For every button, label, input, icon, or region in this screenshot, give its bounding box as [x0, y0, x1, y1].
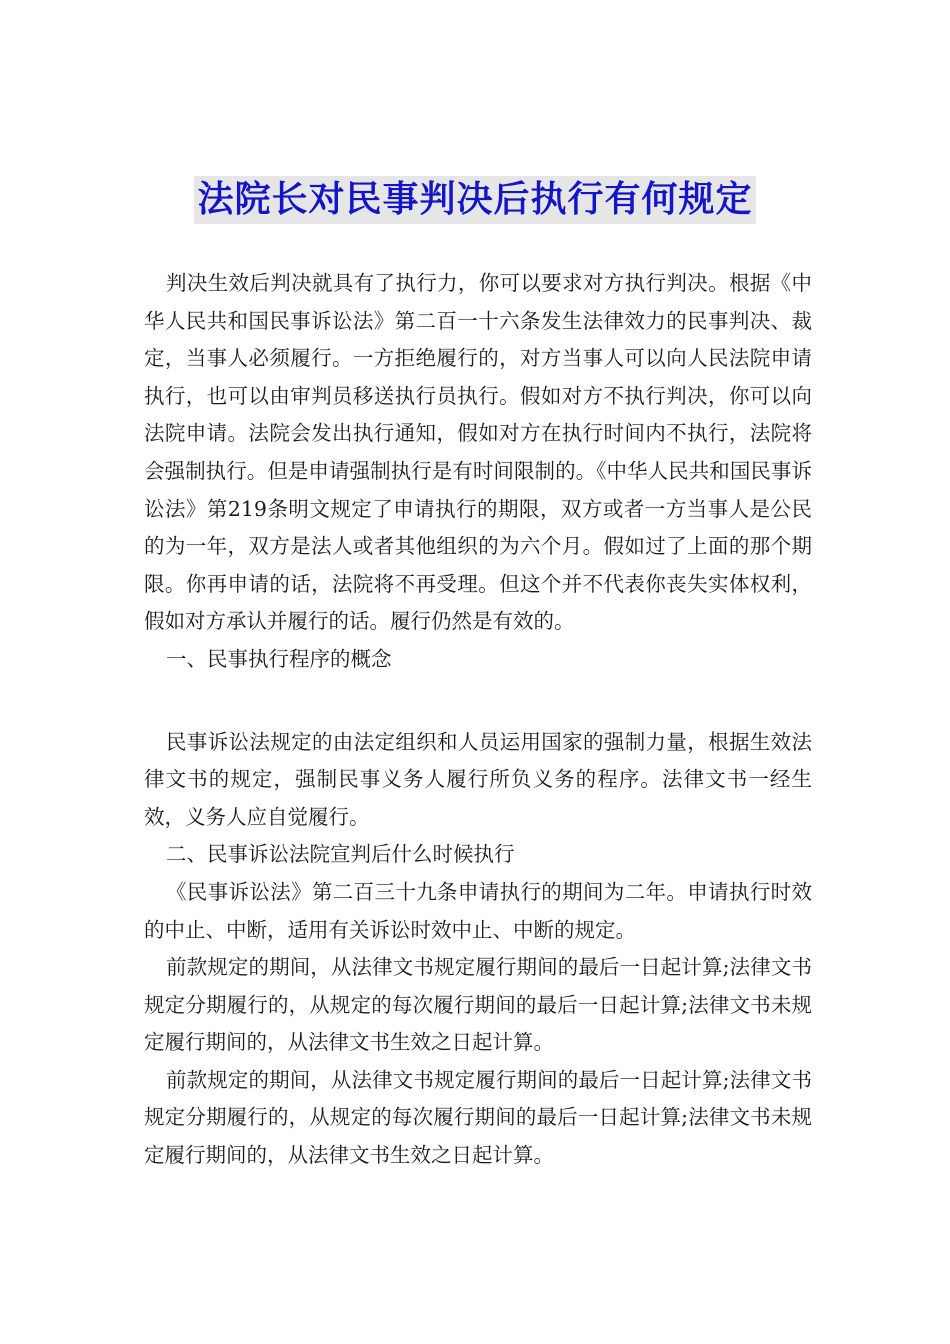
document-title: 法院长对民事判决后执行有何规定 — [194, 176, 755, 224]
paragraph-period-rule-repeat: 前款规定的期间，从法律文书规定履行期间的最后一日起计算;法律文书规定分期履行的，从规定的每次履行期间的最后一日起计算;法律文书未规定履行期间的，从法律文书生效之日起计算。 — [144, 1067, 812, 1168]
paragraph-period-rule: 前款规定的期间，从法律文书规定履行期间的最后一日起计算;法律文书规定分期履行的，从规定的每次履行期间的最后一日起计算;法律文书未规定履行期间的，从法律文书生效之日起计算。 — [144, 955, 812, 1055]
paragraph-intro: 判决生效后判决就具有了执行力，你可以要求对方执行判决。根据《中华人民共和国民事诉讼法》第二百一十六条发生法律效力的民事判决、裁定，当事人必须履行。一方拒绝履行的，对方当事人可以向人民法院申请执行，也可以由审判员移送执行员执行。假如对方不执行判决，你可以向法院申请。法院会发出执行通知，假如对方在执行时间内不执行，法院将会强制执行。但是申请强制执行是有时间限制的。《中华人民共和国民事诉讼法》第219条明文规定了申请执行的期限，双方或者一方当事人是公民的为一年，双方是法人或者其他组织的为六个月。假如过了上面的那个期限。你再申请的话，法院将不再受理。但这个并不代表你丧失实体权利，假如对方承认并履行的话。履行仍然是有效的。 — [144, 271, 812, 634]
paragraph-definition: 民事诉讼法规定的由法定组织和人员运用国家的强制力量，根据生效法律文书的规定，强制民事义务人履行所负义务的程序。法律文书一经生效，义务人应自觉履行。 — [144, 729, 812, 829]
title-container — [0, 176, 950, 224]
document-body — [144, 265, 812, 1175]
blank-line — [144, 679, 812, 724]
section-heading-1: 一、民事执行程序的概念 — [166, 646, 392, 671]
paragraph-article-239: 《民事诉讼法》第二百三十九条申请执行的期间为二年。申请执行时效的中止、中断，适用有关诉讼时效中止、中断的规定。 — [144, 879, 812, 942]
section-heading-2: 二、民事诉讼法院宣判后什么时候执行 — [166, 842, 515, 867]
